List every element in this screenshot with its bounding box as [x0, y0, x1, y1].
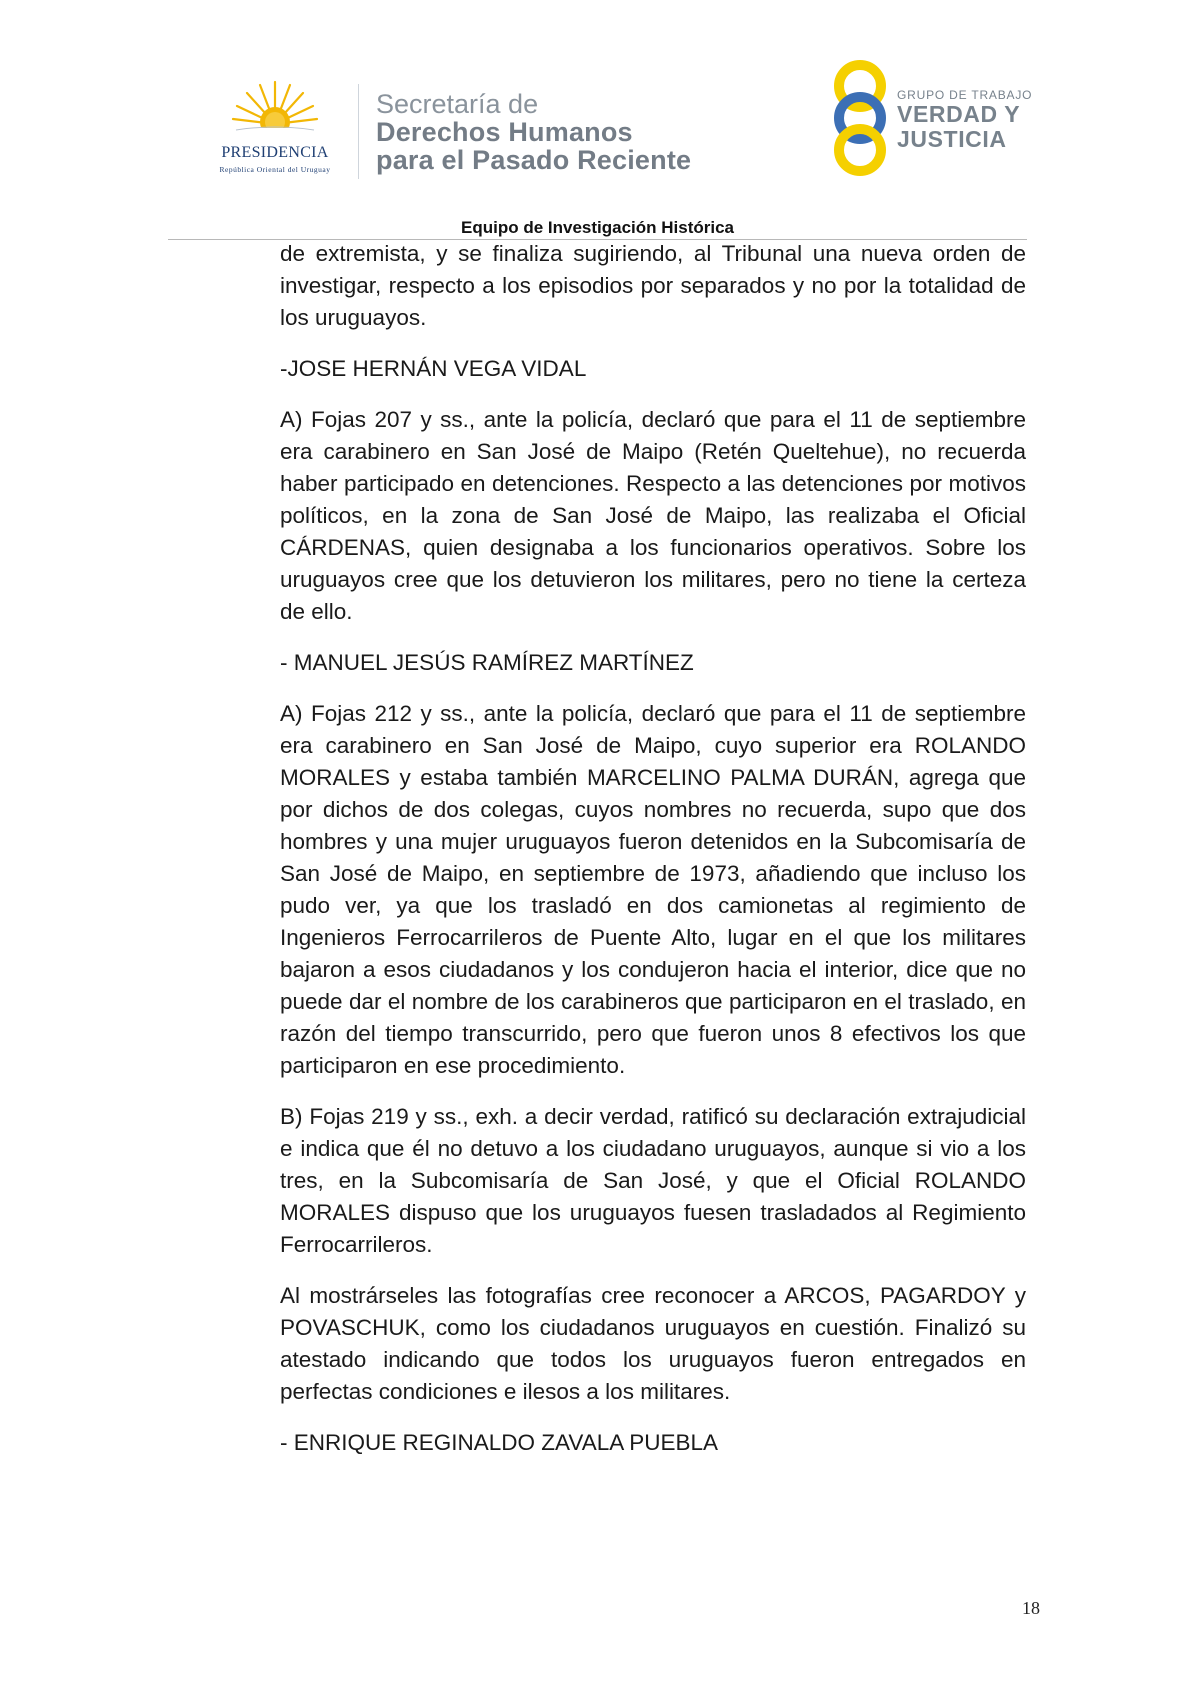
- grupo-trabajo-title: [897, 88, 1032, 152]
- grupo-line-3: JUSTICIA: [897, 126, 1007, 152]
- sun-icon: [230, 78, 320, 138]
- secretaria-title: [376, 90, 691, 174]
- presidencia-name: PRESIDENCIA: [221, 144, 329, 161]
- witness-heading: -JOSE HERNÁN VEGA VIDAL: [280, 356, 587, 381]
- witness-heading: - MANUEL JESÚS RAMÍREZ MARTÍNEZ: [280, 650, 694, 675]
- paragraph: Al mostrárseles las fotografías cree reconocer a ARCOS, PAGARDOY y POVASCHUK, como los ciudadanos uruguayos en cuestión. Finalizó su atestado indicando que todos los uruguayos fueron entregados en perfectas condiciones e ilesos a los militares.: [280, 1283, 1026, 1404]
- presidencia-logo: [196, 78, 354, 178]
- secretaria-line-3: para el Pasado Reciente: [376, 145, 692, 175]
- document-header: [0, 0, 1190, 240]
- grupo-line-2: VERDAD Y: [897, 101, 1021, 127]
- paragraph: A) Fojas 207 y ss., ante la policía, declaró que para el 11 de septiembre era carabinero en San José de Maipo (Retén Queltehue), no recuerda haber participado en detenciones. Respecto a las detenciones por motivos políticos, en la zona de San José de Maipo, las realizaba el Oficial CÁRDENAS, quien designaba a los funcionarios operativos. Sobre los uruguayos cree que los detuvieron los militares, pero no tiene la certeza de ello.: [280, 407, 1026, 624]
- paragraph: B) Fojas 219 y ss., exh. a decir verdad, ratificó su declaración extrajudicial e indica que él no detuvo a los ciudadano uruguayos, aunque si vio a los tres, en la Subcomisaría de San José, y que el Oficial ROLANDO MORALES dispuso que los uruguayos fuesen trasladados al Regimiento Ferrocarrileros.: [280, 1104, 1026, 1257]
- paragraph: de extremista, y se finaliza sugiriendo, al Tribunal una nueva orden de investigar, respecto a los episodios por separados y no por la totalidad de los uruguayos.: [280, 241, 1026, 330]
- team-title: Equipo de Investigación Histórica: [461, 218, 734, 237]
- paragraph: A) Fojas 212 y ss., ante la policía, declaró que para el 11 de septiembre era carabinero en San José de Maipo, cuyo superior era ROLANDO MORALES y estaba también MARCELINO PALMA DURÁN, agrega que por dichos de dos colegas, cuyos nombres no recuerda, supo que dos hombres y una mujer uruguayos fueron detenidos en la Subcomisaría de San José de Maipo, en septiembre de 1973, añadiendo que incluso los pudo ver, ya que los trasladó en dos camionetas al regimiento de Ingenieros Ferrocarrileros de Puente Alto, lugar en el que los militares bajaron a esos ciudadanos y los condujeron hacia el interior, dice que no puede dar el nombre de los carabineros que participaron en el traslado, en razón del tiempo transcurrido, pero que fueron unos 8 efectivos los que participaron en ese procedimiento.: [280, 701, 1026, 1078]
- page-number: 18: [1022, 1598, 1040, 1618]
- secretaria-line-2: Derechos Humanos: [376, 117, 633, 147]
- verdad-justicia-rings-icon: [822, 56, 898, 180]
- presidencia-subtitle: República Oriental del Uruguay: [219, 165, 331, 174]
- witness-heading: - ENRIQUE REGINALDO ZAVALA PUEBLA: [280, 1430, 719, 1455]
- secretaria-line-1: Secretaría de: [376, 89, 539, 119]
- header-divider: [358, 84, 359, 179]
- document-body: [280, 238, 1026, 1478]
- grupo-line-1: GRUPO DE TRABAJO: [897, 88, 1033, 102]
